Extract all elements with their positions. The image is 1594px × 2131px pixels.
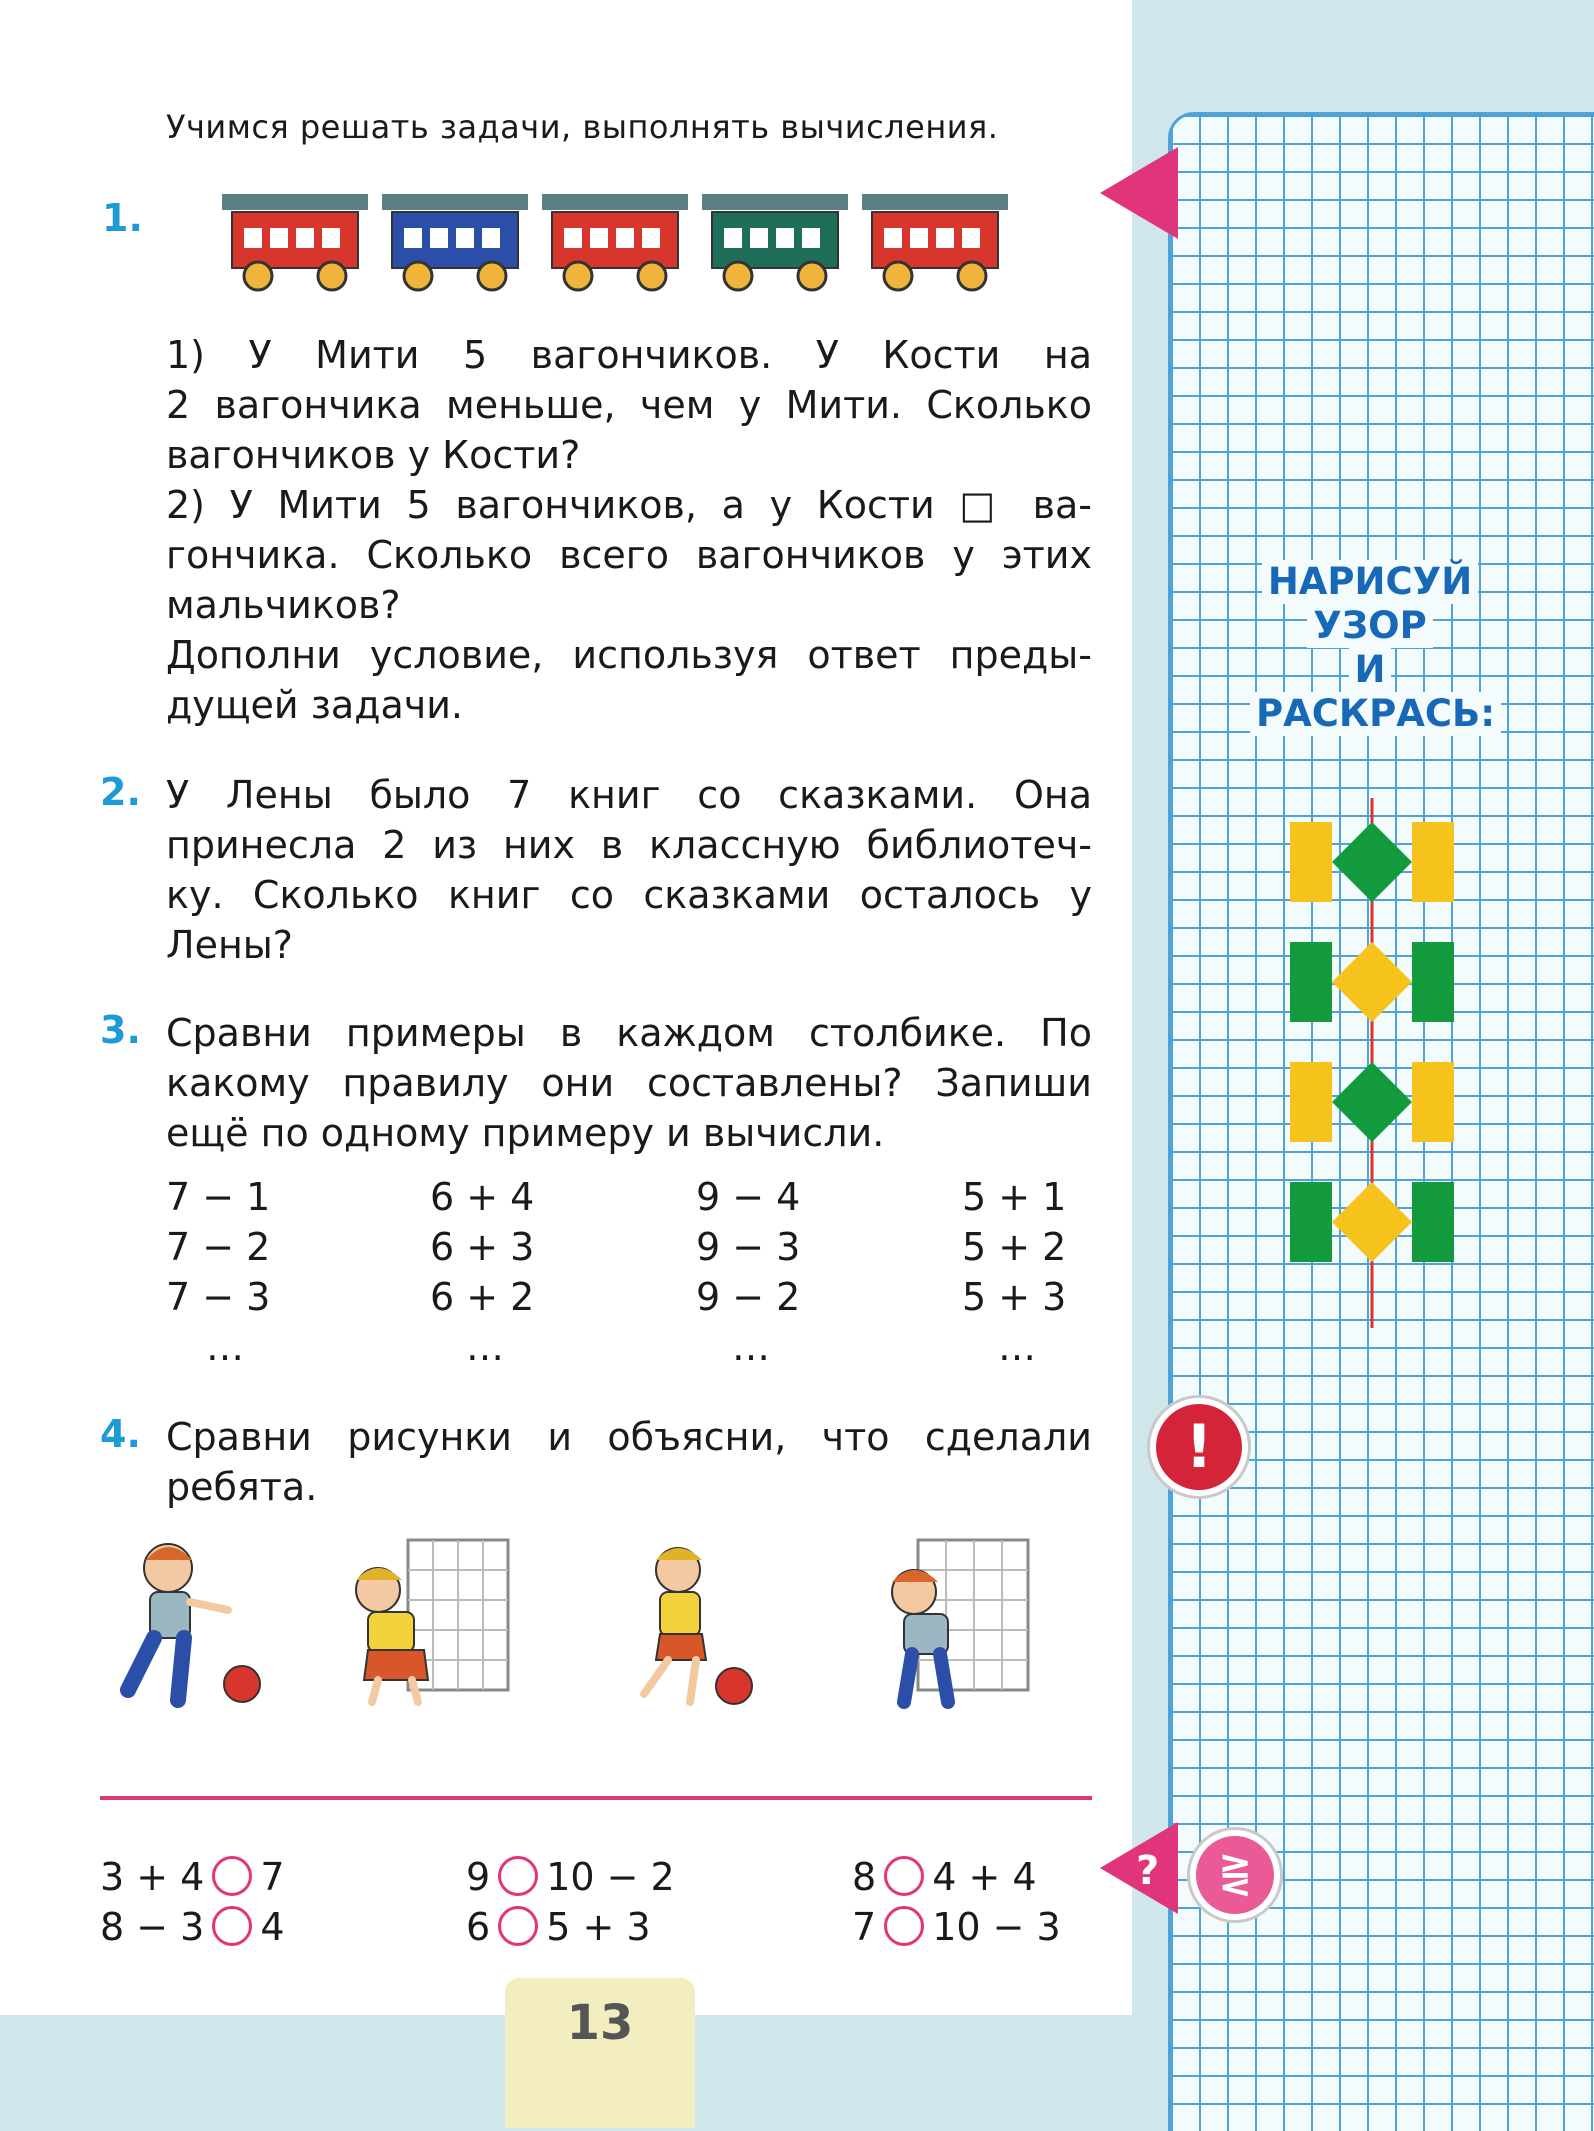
task-2-line: принесла 2 из них в классную библиотеч- — [166, 823, 1092, 867]
task-3-text — [166, 1008, 1092, 1158]
compare-left: 7 — [852, 1905, 877, 1949]
example: 9 − 4 — [696, 1175, 801, 1219]
compare-right: 7 — [260, 1855, 285, 1899]
task-1-text — [166, 330, 1092, 730]
compare-left: 8 — [852, 1855, 877, 1899]
example-column-3 — [696, 1172, 800, 1372]
compare-item — [466, 1902, 651, 1952]
boy-goalkeeper-figure — [892, 1540, 1028, 1702]
example: 6 + 2 — [430, 1275, 535, 1319]
note-line: УЗОР — [1307, 604, 1432, 648]
train-wagon-red — [222, 194, 368, 290]
example: 7 − 2 — [166, 1225, 271, 1269]
task-1-number: 1. — [102, 196, 143, 240]
compare-right: 10 − 3 — [932, 1905, 1061, 1949]
task-1-line: мальчиков? — [166, 583, 401, 627]
train-wagon-blue — [382, 194, 528, 290]
note-line: РАСКРАСЬ: — [1250, 692, 1501, 736]
task-1-line: вагончиков у Кости? — [166, 433, 581, 477]
example: 6 + 3 — [430, 1225, 535, 1269]
task-1-line: Дополни условие, используя ответ преды- — [166, 633, 1092, 677]
task-4-text — [166, 1412, 1092, 1512]
compare-left: 8 − 3 — [100, 1905, 205, 1949]
example: 9 − 3 — [696, 1225, 801, 1269]
compare-sign-icon: ⋛ — [1190, 1830, 1280, 1920]
task-1-line: 2 вагончика меньше, чем у Мити. Сколько — [166, 383, 1092, 427]
compare-item — [100, 1902, 285, 1952]
example: 5 + 3 — [962, 1275, 1067, 1319]
example-ellipsis: … — [466, 1325, 504, 1369]
compare-left: 9 — [466, 1855, 491, 1899]
task-1-line: 2) У Мити 5 вагончиков, а у Кости □ ва- — [166, 483, 1092, 527]
task-3-line: какому правилу они составлены? Запиши — [166, 1061, 1092, 1105]
boy-kicking-figure — [128, 1544, 260, 1702]
compare-right: 4 — [260, 1905, 285, 1949]
compare-circle[interactable] — [212, 1906, 252, 1946]
note-line: НАРИСУЙ — [1262, 560, 1478, 604]
compare-item — [466, 1852, 675, 1902]
example: 5 + 1 — [962, 1175, 1067, 1219]
section-divider — [100, 1796, 1092, 1800]
compare-right: 4 + 4 — [932, 1855, 1037, 1899]
task-3-line: ещё по одному примеру и вычисли. — [166, 1111, 885, 1155]
draw-pattern-note — [1250, 560, 1496, 736]
task-2-line: У Лены было 7 книг со сказками. Она — [166, 773, 1092, 817]
train-illustration — [218, 188, 1018, 298]
compare-item — [852, 1852, 1037, 1902]
task-4-line: Сравни рисунки и объясни, что сделали — [166, 1415, 1092, 1459]
girl-goalkeeper-figure — [356, 1540, 508, 1702]
girl-kicking-figure — [644, 1548, 752, 1704]
task-1-line: гончика. Сколько всего вагончиков у этих — [166, 533, 1092, 577]
pattern-illustration — [1286, 798, 1456, 1328]
train-wagon-green — [702, 194, 848, 290]
task-2-number: 2. — [100, 770, 141, 814]
kids-football-illustration — [98, 1530, 1098, 1720]
task-4-number: 4. — [100, 1412, 141, 1456]
compare-right: 10 − 2 — [546, 1855, 675, 1899]
example-ellipsis: … — [206, 1325, 244, 1369]
exclamation-icon: ! — [1150, 1398, 1248, 1496]
compare-left: 3 + 4 — [100, 1855, 205, 1899]
task-2-line: Лены? — [166, 923, 293, 967]
example-column-4 — [962, 1172, 1066, 1372]
section-header: Учимся решать задачи, выполнять вычисления. — [166, 108, 999, 146]
example-ellipsis: … — [998, 1325, 1036, 1369]
task-3-number: 3. — [100, 1008, 141, 1052]
example-ellipsis: … — [732, 1325, 770, 1369]
compare-left: 6 — [466, 1905, 491, 1949]
compare-circle[interactable] — [884, 1856, 924, 1896]
compare-right: 5 + 3 — [546, 1905, 651, 1949]
example: 7 − 3 — [166, 1275, 271, 1319]
task-2-line: ку. Сколько книг со сказками осталось у — [166, 873, 1092, 917]
note-line: И — [1349, 648, 1392, 692]
task-3-line: Сравни примеры в каждом столбике. По — [166, 1011, 1092, 1055]
compare-circle[interactable] — [884, 1906, 924, 1946]
compare-circle[interactable] — [212, 1856, 252, 1896]
page-number: 13 — [505, 1978, 695, 2128]
example: 6 + 4 — [430, 1175, 535, 1219]
task-marker-triangle — [1100, 147, 1178, 239]
compare-circle[interactable] — [498, 1856, 538, 1896]
compare-circle[interactable] — [498, 1906, 538, 1946]
question-mark-icon: ? — [1136, 1848, 1160, 1894]
train-wagon-red-3 — [862, 194, 1008, 290]
compare-item — [852, 1902, 1061, 1952]
example: 7 − 1 — [166, 1175, 271, 1219]
compare-item — [100, 1852, 285, 1902]
task-2-text — [166, 770, 1092, 970]
task-1-line: 1) У Мити 5 вагончиков. У Кости на — [166, 333, 1092, 377]
task-4-line: ребята. — [166, 1465, 318, 1509]
example: 5 + 2 — [962, 1225, 1067, 1269]
example-column-1 — [166, 1172, 270, 1372]
train-wagon-red-2 — [542, 194, 688, 290]
task-1-line: дущей задачи. — [166, 683, 463, 727]
example: 9 − 2 — [696, 1275, 801, 1319]
example-column-2 — [430, 1172, 534, 1372]
